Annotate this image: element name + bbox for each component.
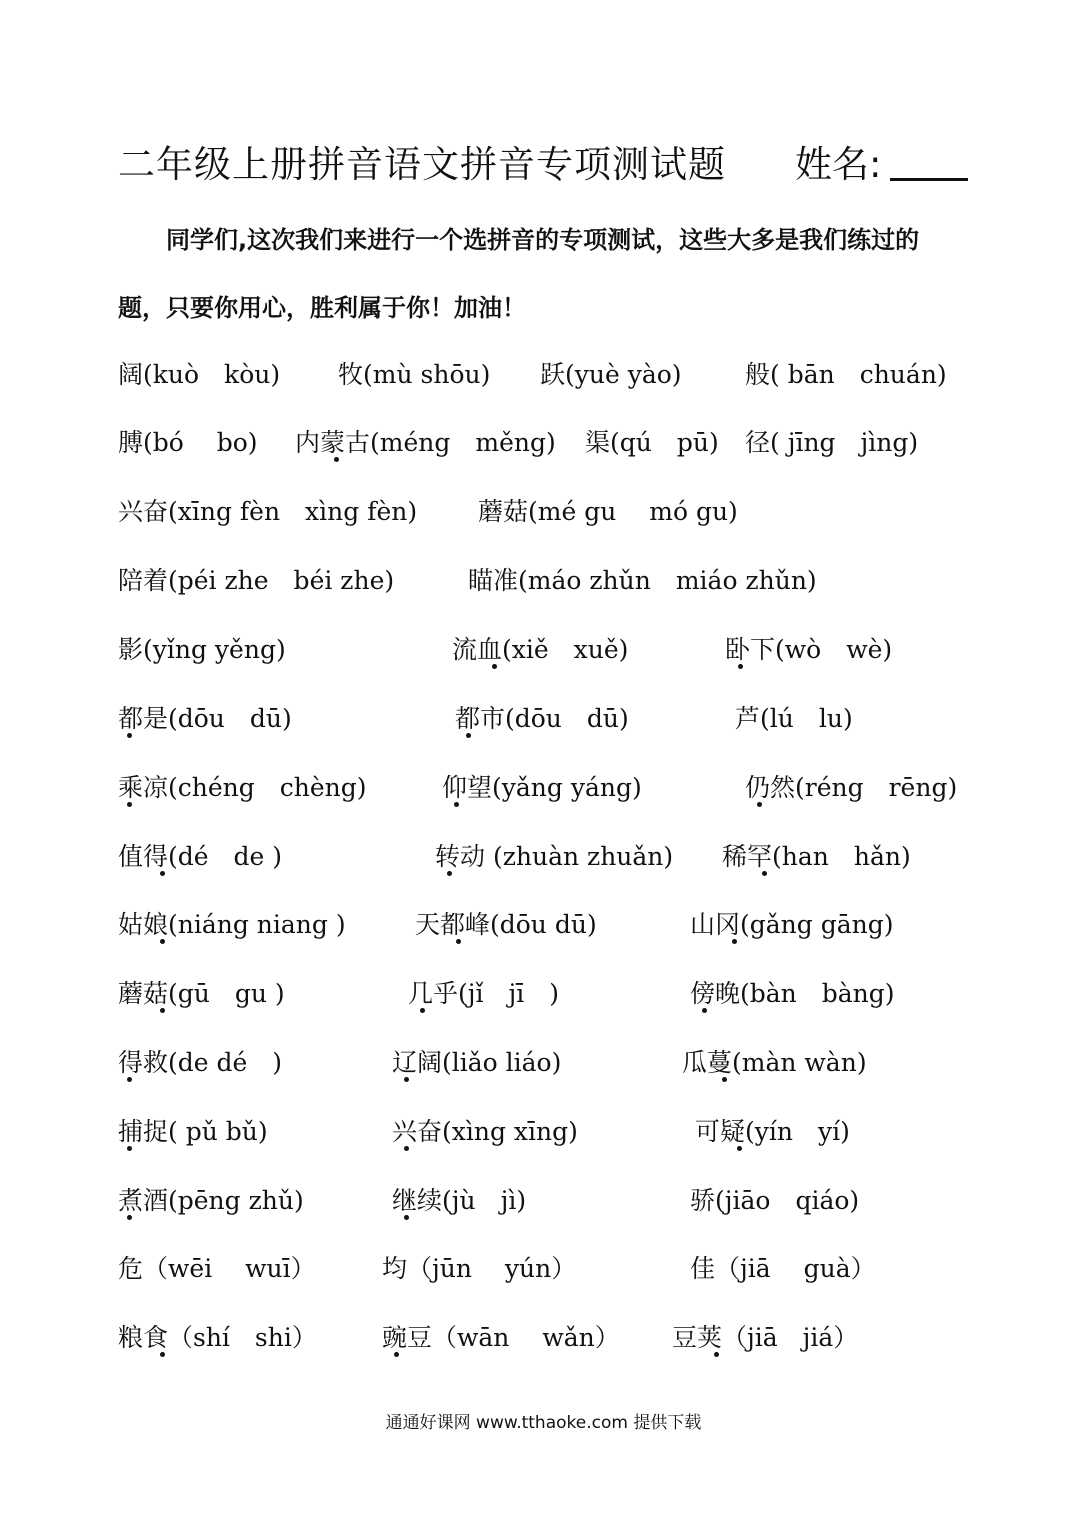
- question-item: 得救(de dé ): [118, 1048, 283, 1077]
- question-row-12: [0, 1112, 1087, 1152]
- question-item: 转动 (zhuàn zhuǎn): [435, 842, 674, 871]
- emphasis-dot: [127, 802, 132, 807]
- question-row-3: [0, 492, 1087, 532]
- question-item: 值得(dé de ): [118, 842, 283, 871]
- question-item: 陪着(péi zhe béi zhe): [118, 566, 395, 595]
- question-item: 蘑菇(mé gu mó gu): [478, 497, 738, 526]
- emphasis-dot: [732, 939, 737, 944]
- question-item: 均（jūn yún）: [382, 1254, 577, 1283]
- emphasis-dot: [160, 871, 165, 876]
- question-item: 山冈(gǎng gāng): [690, 910, 894, 939]
- emphasis-dot: [738, 664, 743, 669]
- emphasis-dot: [456, 939, 461, 944]
- question-item: 捕捉( pǔ bǔ): [118, 1117, 268, 1146]
- emphasis-dot: [160, 1352, 165, 1357]
- footer-credit: 通通好课网 www.tthaoke.com 提供下载: [385, 1413, 702, 1433]
- emphasis-dot: [466, 733, 471, 738]
- question-row-14: [0, 1249, 1087, 1289]
- question-item: 可疑(yín yí): [695, 1117, 850, 1146]
- question-item: 跃(yuè yào): [540, 360, 682, 389]
- emphasis-dot: [702, 1008, 707, 1013]
- question-item: 危（wēi wuī）: [118, 1254, 316, 1283]
- question-item: 乘凉(chéng chèng): [118, 773, 367, 802]
- emphasis-dot: [737, 1146, 742, 1151]
- question-item: 仰望(yǎng yáng): [442, 773, 642, 802]
- emphasis-dot: [160, 1008, 165, 1013]
- emphasis-dot: [404, 1215, 409, 1220]
- question-item: 稀罕(han hǎn): [722, 842, 911, 871]
- name-blank-line: [890, 178, 968, 181]
- question-item: 佳（jiā guà）: [690, 1254, 876, 1283]
- emphasis-dot: [420, 1008, 425, 1013]
- emphasis-dot: [127, 1077, 132, 1082]
- question-row-5: [0, 630, 1087, 670]
- question-row-7: [0, 768, 1087, 808]
- question-item: 瞄准(máo zhǔn miáo zhǔn): [468, 566, 817, 595]
- page-title: 二年级上册拼音语文拼音专项测试题: [118, 143, 726, 186]
- question-row-10: [0, 974, 1087, 1014]
- question-item: 都是(dōu dū): [118, 704, 292, 733]
- question-item: 豆荚（jiā jiá）: [672, 1323, 859, 1352]
- question-item: 煮酒(pēng zhǔ): [118, 1186, 304, 1215]
- emphasis-dot: [127, 1146, 132, 1151]
- question-item: 天都峰(dōu dū): [415, 910, 597, 939]
- question-item: 蘑菇(gū gu ): [118, 979, 285, 1008]
- question-row-15: [0, 1318, 1087, 1358]
- question-item: 膊(bó bo): [118, 428, 258, 457]
- question-row-9: [0, 905, 1087, 945]
- emphasis-dot: [160, 939, 165, 944]
- question-row-6: [0, 699, 1087, 739]
- question-item: 内蒙古(méng měng): [295, 428, 556, 457]
- question-item: 辽阔(liǎo liáo): [392, 1048, 562, 1077]
- question-item: 继续(jù jì): [392, 1186, 527, 1215]
- question-row-8: [0, 837, 1087, 877]
- emphasis-dot: [127, 1215, 132, 1220]
- question-item: 兴奋(xìng xīng): [392, 1117, 578, 1146]
- question-item: 豌豆（wān wǎn）: [382, 1323, 620, 1352]
- emphasis-dot: [127, 733, 132, 738]
- question-item: 阔(kuò kòu): [118, 360, 281, 389]
- question-item: 兴奋(xīng fèn xìng fèn): [118, 497, 418, 526]
- question-row-2: [0, 423, 1087, 463]
- question-item: 般( bān chuán): [745, 360, 947, 389]
- intro-line-1: 同学们,这次我们来进行一个选拼音的专项测试，这些大多是我们练过的: [166, 226, 920, 254]
- emphasis-dot: [334, 457, 339, 462]
- question-item: 流血(xiě xuě): [452, 635, 629, 664]
- name-label: 姓名:: [795, 143, 882, 186]
- emphasis-dot: [447, 871, 452, 876]
- question-item: 骄(jiāo qiáo): [690, 1186, 860, 1215]
- emphasis-dot: [757, 802, 762, 807]
- question-item: 渠(qú pū): [585, 428, 719, 457]
- question-row-13: [0, 1181, 1087, 1221]
- intro-line-2: 题，只要你用心，胜利属于你！加油！: [118, 294, 526, 322]
- emphasis-dot: [762, 871, 767, 876]
- question-item: 影(yǐng yěng): [118, 635, 286, 664]
- question-item: 芦(lú lu): [735, 704, 853, 733]
- question-row-4: [0, 561, 1087, 601]
- emphasis-dot: [722, 1077, 727, 1082]
- emphasis-dot: [404, 1146, 409, 1151]
- emphasis-dot: [404, 1077, 409, 1082]
- emphasis-dot: [394, 1352, 399, 1357]
- question-row-11: [0, 1043, 1087, 1083]
- question-item: 傍晚(bàn bàng): [690, 979, 895, 1008]
- emphasis-dot: [492, 664, 497, 669]
- question-item: 姑娘(niáng niang ): [118, 910, 346, 939]
- question-row-1: [0, 355, 1087, 395]
- question-item: 都市(dōu dū): [455, 704, 629, 733]
- question-item: 瓜蔓(màn wàn): [682, 1048, 867, 1077]
- emphasis-dot: [714, 1352, 719, 1357]
- question-item: 粮食（shí shi）: [118, 1323, 317, 1352]
- question-item: 牧(mù shōu): [338, 360, 491, 389]
- question-item: 径( jīng jìng): [745, 428, 919, 457]
- emphasis-dot: [454, 802, 459, 807]
- question-item: 几乎(jǐ jī ): [408, 979, 560, 1008]
- question-item: 卧下(wò wè): [725, 635, 893, 664]
- question-item: 仍然(réng rēng): [745, 773, 958, 802]
